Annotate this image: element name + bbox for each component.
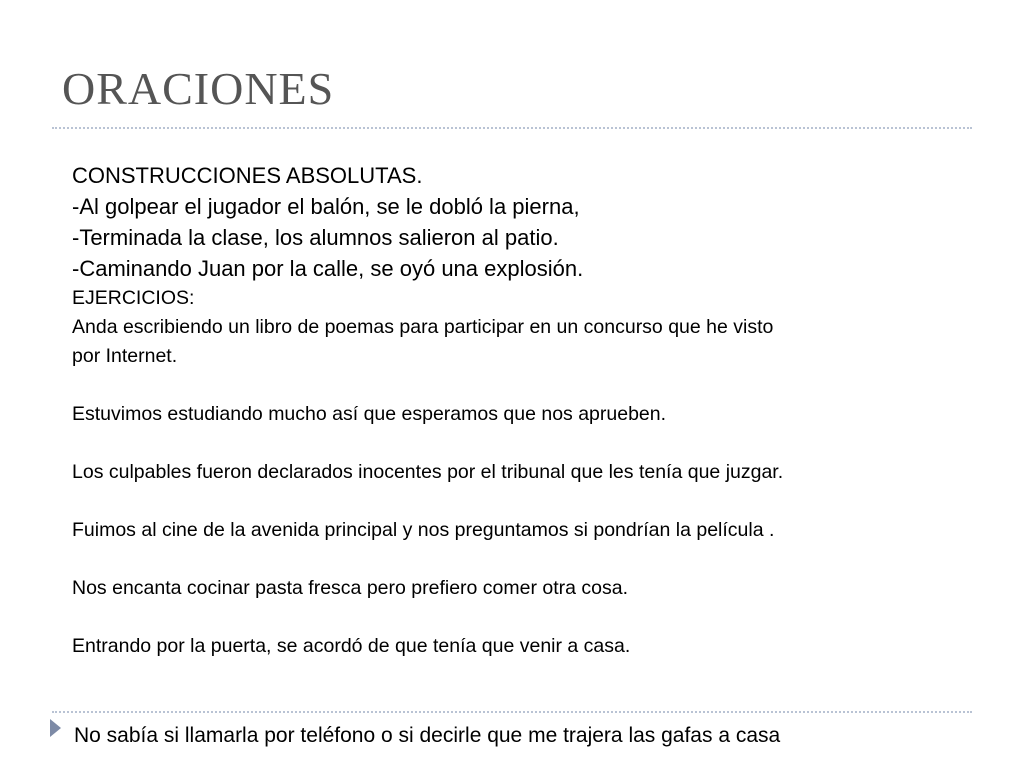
exercise-sentence-continued: por Internet. (72, 345, 178, 367)
exercise-sentence: Estuvimos estudiando mucho así que esperamos que nos aprueben. (72, 403, 667, 425)
triangle-bullet-icon (50, 719, 61, 737)
title-divider (52, 127, 972, 129)
exercise-sentence: Anda escribiendo un libro de poemas para participar en un concurso que he visto (72, 316, 774, 338)
slide-title: ORACIONES (62, 63, 335, 114)
example-sentence: -Terminada la clase, los alumnos salieron al patio. (72, 225, 559, 250)
example-sentence: -Caminando Juan por la calle, se oyó una explosión. (72, 256, 584, 281)
bottom-divider (52, 711, 972, 713)
section-heading: CONSTRUCCIONES ABSOLUTAS. (72, 163, 423, 188)
slide-body (72, 160, 1022, 661)
exercise-sentence: Nos encanta cocinar pasta fresca pero prefiero comer otra cosa. (72, 577, 629, 599)
exercises-label: EJERCICIOS: (72, 287, 195, 309)
exercise-sentence: Los culpables fueron declarados inocentes por el tribunal que les tenía que juzgar. (72, 461, 784, 483)
example-sentence: -Al golpear el jugador el balón, se le dobló la pierna, (72, 194, 580, 219)
bullet-sentence: No sabía si llamarla por teléfono o si decirle que me trajera las gafas a casa (74, 724, 781, 747)
exercise-sentence: Fuimos al cine de la avenida principal y nos preguntamos si pondrían la película . (72, 519, 775, 541)
exercise-sentence: Entrando por la puerta, se acordó de que tenía que venir a casa. (72, 635, 631, 657)
